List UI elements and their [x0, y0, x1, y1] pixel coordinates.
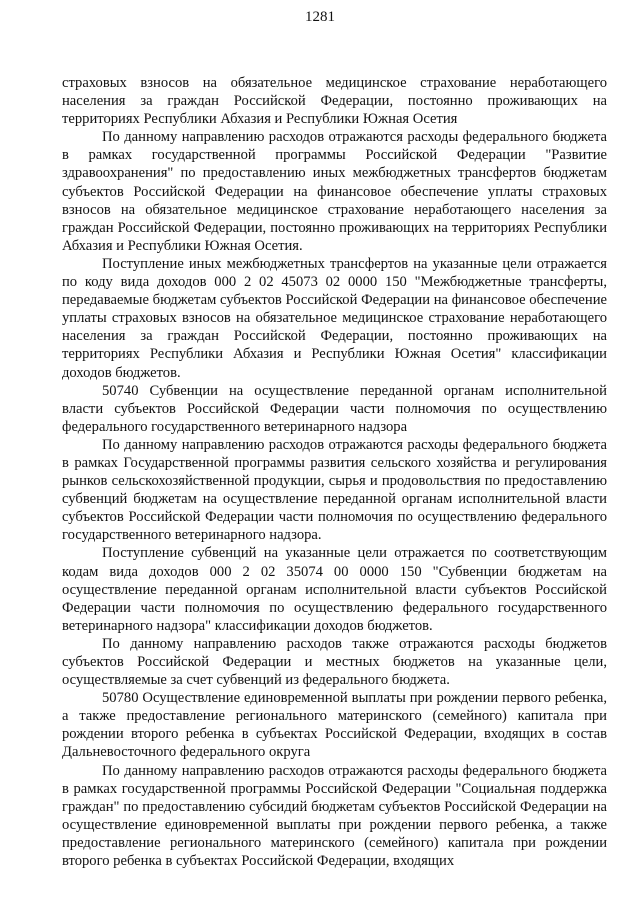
paragraph-4: 50740 Субвенции на осуществление переданной органам исполнительной власти субъектов Российской Федерации части полномочия по осуществлению федерального государственного ветеринарного надзора: [62, 382, 607, 435]
paragraph-5: По данному направлению расходов отражаются расходы федерального бюджета в рамках Государственной программы развития сельского хозяйства и регулирования рынков сельскохозяйственной продукции, сырья и продовольствия по предоставлению субвенций бюджетам на осуществление переданной органам исполнительной власти субъектов Российской Федерации части полномочия по осуществлению федерального государственного ветеринарного надзора.: [62, 436, 607, 544]
paragraph-6: Поступление субвенций на указанные цели отражается по соответствующим кодам вида доходов 000 2 02 35074 00 0000 150 "Субвенции бюджетам на осуществление переданной органам исполнительной власти субъектов Российской Федерации части полномочия по осуществлению федерального государственного ветеринарного надзора" классификации доходов бюджетов.: [62, 545, 607, 634]
paragraph-3: Поступление иных межбюджетных трансфертов на указанные цели отражается по коду вида доходов 000 2 02 45073 02 0000 150 "Межбюджетные трансферты, передаваемые бюджетам субъектов Российской Федерации на финансовое обеспечение уплаты страховых взносов на обязательное медицинское страхование неработающего населения за граждан Российской Федерации, постоянно проживающих на территориях Республики Абхазия и Республики Южная Осетия" классификации доходов бюджетов.: [62, 255, 607, 381]
paragraph-8: 50780 Осуществление единовременной выплаты при рождении первого ребенка, а также предоставление регионального материнского (семейного) капитала при рождении второго ребенка в субъектах Российской Федерации, входящих в состав Дальневосточного федерального округа: [62, 690, 607, 761]
paragraph-7: По данному направлению расходов также отражаются расходы бюджетов субъектов Российской Федерации и местных бюджетов на указанные цели, осуществляемые за счет субвенций из федерального бюджета.: [62, 635, 607, 689]
document-body: [62, 74, 607, 870]
page-number: 1281: [305, 9, 335, 25]
paragraph-9: По данному направлению расходов отражаются расходы федерального бюджета в рамках государственной программы Российской Федерации "Социальная поддержка граждан" по предоставлению субсидий бюджетам субъектов Российской Федерации на осуществление единовременной выплаты при рождении первого ребенка, а также предоставление регионального материнского (семейного) капитала при рождении второго ребенка в субъектах Российской Федерации, входящих: [62, 762, 607, 870]
paragraph-1: страховых взносов на обязательное медицинское страхование неработающего населения за граждан Российской Федерации, постоянно проживающих на территориях Республики Абхазия и Республики Южная Осетия: [62, 75, 607, 128]
paragraph-2: По данному направлению расходов отражаются расходы федерального бюджета в рамках государственной программы Российской Федерации "Развитие здравоохранения" по предоставлению иных межбюджетных трансфертов бюджетам субъектов Российской Федерации на финансовое обеспечение уплаты страховых взносов на обязательное медицинское страхование неработающего населения за граждан Российской Федерации, постоянно проживающих на территориях Республики Абхазия и Республики Южная Осетия.: [62, 129, 607, 254]
